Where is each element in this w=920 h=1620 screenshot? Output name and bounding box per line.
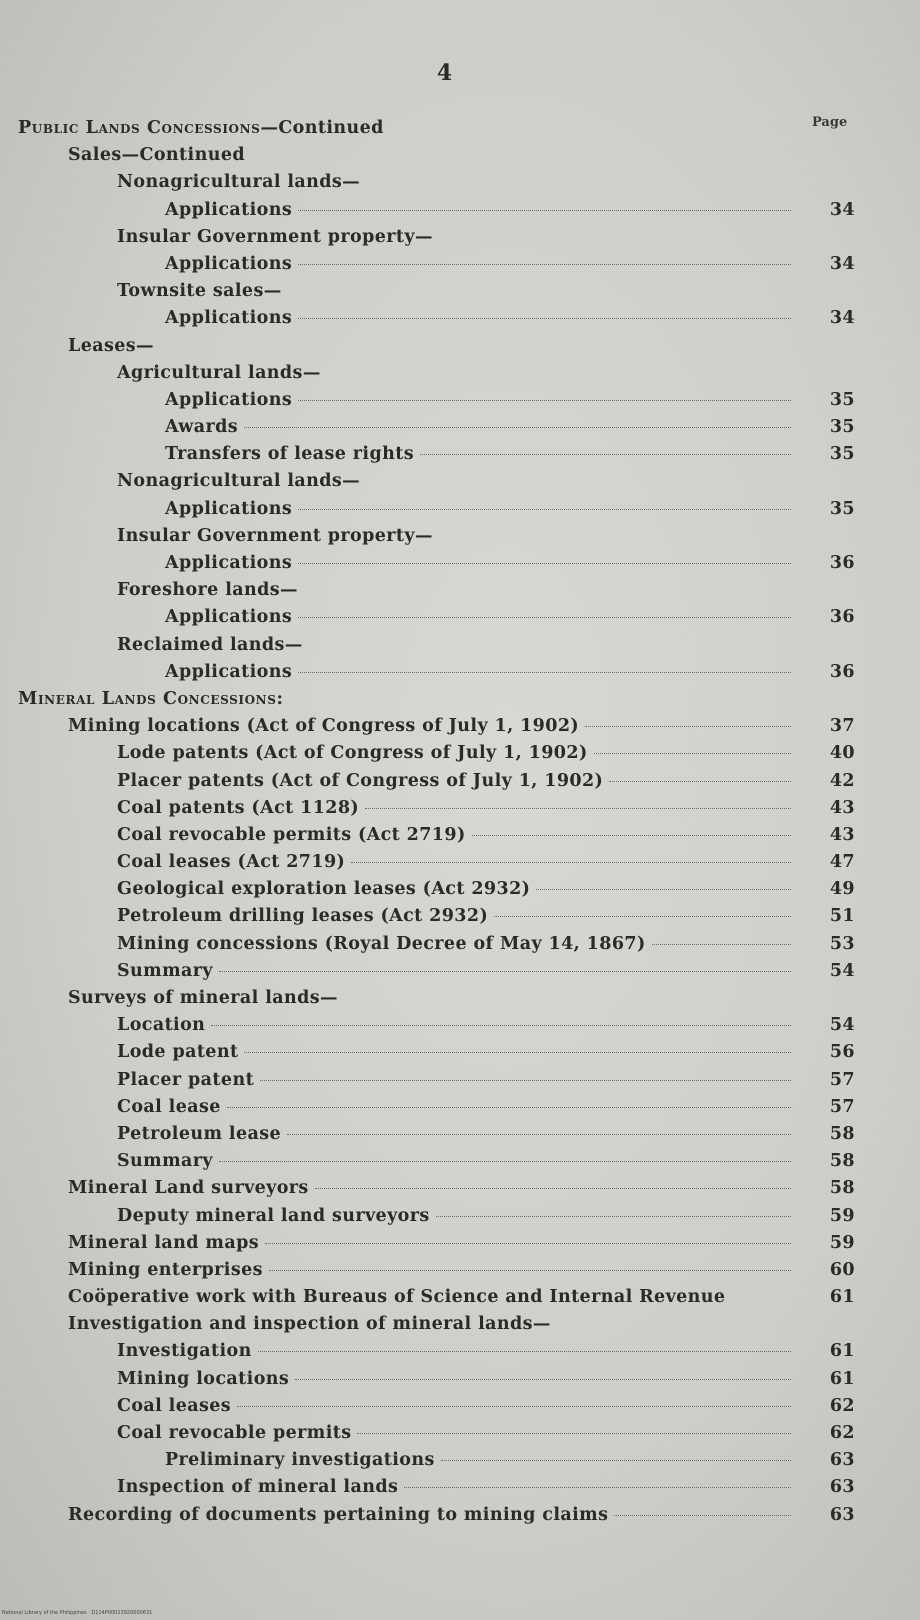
- toc-entry-text: Mining locations (Act of Congress of July 1, 1902): [68, 716, 580, 737]
- toc-page-number: 35: [829, 498, 855, 519]
- toc-entry-text: Mineral Lands Concessions:: [18, 688, 284, 709]
- toc-page-number: 51: [829, 906, 855, 927]
- toc-entry-title: [0, 822, 795, 849]
- toc-entry-title: [0, 632, 795, 659]
- toc-entry: [0, 876, 920, 903]
- toc-entry-text: Surveys of mineral lands—: [68, 988, 338, 1008]
- dot-leader: [420, 454, 791, 455]
- toc-entry-text: Coal revocable permits (Act 2719): [117, 824, 466, 845]
- toc-entry: [0, 740, 920, 767]
- toc-entry-title: [0, 496, 795, 523]
- toc-entry-text: Applications: [165, 308, 293, 329]
- toc-entry: [0, 197, 920, 224]
- toc-entry-text: Insular Government property—: [117, 226, 433, 247]
- toc-entry: [0, 768, 920, 795]
- toc-entry-title: [0, 1474, 795, 1501]
- toc-page-number: 42: [829, 770, 855, 791]
- dot-leader: [265, 1243, 791, 1244]
- toc-entry: [0, 142, 920, 169]
- toc-page-number: 59: [829, 1232, 855, 1253]
- toc-page-number: 57: [829, 1069, 855, 1090]
- toc-entry-title: [0, 958, 795, 985]
- toc-page-number: 62: [829, 1423, 855, 1443]
- toc-entry: [0, 1230, 920, 1257]
- toc-page-number: 49: [829, 879, 855, 900]
- toc-entry-text: Applications: [165, 553, 293, 573]
- toc-entry: [0, 441, 920, 468]
- dot-leader: [436, 1216, 791, 1217]
- toc-entry-text: Mineral Land surveyors: [68, 1178, 309, 1199]
- toc-entry: [0, 1474, 920, 1501]
- toc-entry-title: [0, 414, 795, 441]
- toc-entry-title: [0, 197, 795, 224]
- toc-entry-text: Summary: [117, 960, 213, 981]
- toc-entry-text: Petroleum drilling leases (Act 2932): [117, 906, 489, 927]
- toc-entry: [0, 577, 920, 604]
- toc-entry-title: [0, 768, 795, 795]
- toc-entry-title: [0, 1175, 795, 1202]
- toc-entry: [0, 822, 920, 849]
- toc-entry-text: Insular Government property—: [117, 525, 433, 546]
- toc-entry-title: [0, 740, 795, 767]
- toc-entry-text: Applications: [165, 661, 293, 682]
- toc-entry-title: [0, 1230, 795, 1257]
- toc-page-number: 43: [829, 797, 855, 818]
- dot-leader: [472, 835, 791, 836]
- toc-entry: [0, 1175, 920, 1202]
- toc-page-number: 61: [829, 1287, 855, 1308]
- toc-page-number: 63: [829, 1450, 855, 1471]
- toc-page-number: 43: [829, 824, 855, 845]
- toc-entry-title: [0, 387, 795, 414]
- toc-page-number: 40: [829, 743, 855, 764]
- toc-page-number: 54: [829, 960, 855, 981]
- toc-entry-text: Placer patents (Act of Congress of July 1, 1902): [117, 770, 604, 791]
- toc-entry-title: [0, 1039, 795, 1066]
- toc-entry-title: [0, 577, 795, 604]
- toc-entry: [0, 1338, 920, 1365]
- toc-entry: [0, 1502, 920, 1529]
- toc-entry: [0, 1284, 920, 1311]
- toc-entry: [0, 1447, 920, 1474]
- toc-entry: [0, 1067, 920, 1094]
- toc-entry-text: Nonagricultural lands—: [117, 471, 361, 492]
- toc-entry-text: Investigation: [117, 1341, 252, 1362]
- toc-entry-title: [0, 1502, 795, 1529]
- toc-entry: [0, 1393, 920, 1420]
- toc-entry-text: Lode patents (Act of Congress of July 1, 1902): [117, 743, 588, 764]
- toc-entry: [0, 1039, 920, 1066]
- toc-entry-title: [0, 1393, 795, 1420]
- toc-entry-text: Deputy mineral land surveyors: [117, 1205, 430, 1226]
- dot-leader: [614, 1515, 791, 1516]
- toc-entry-title: [0, 278, 795, 305]
- toc-entry-title: [0, 251, 795, 278]
- toc-entry-text: Applications: [165, 389, 293, 410]
- toc-entry-title: [0, 305, 795, 332]
- toc-entry-title: [0, 604, 795, 631]
- toc-page-number: 63: [829, 1477, 855, 1498]
- dot-leader: [652, 944, 791, 945]
- toc-entry-text: Awards: [165, 417, 238, 438]
- toc-entry-title: [0, 903, 795, 930]
- toc-entry-title: [0, 1012, 795, 1039]
- dot-leader: [494, 916, 791, 917]
- toc-entry-text: Leases—: [68, 335, 154, 356]
- dot-leader: [298, 210, 791, 211]
- toc-entry-text: Reclaimed lands—: [117, 634, 303, 655]
- dot-leader: [219, 971, 791, 972]
- toc-entry-title: [0, 333, 795, 360]
- toc-entry: [0, 1311, 920, 1338]
- footer-watermark: National Library of the Philippines · D114P00013920000631: [2, 1610, 153, 1616]
- toc-page-number: 61: [829, 1368, 855, 1389]
- toc-entry-title: [0, 468, 795, 495]
- toc-entry-text: Coöperative work with Bureaus of Science and Internal Revenue: [68, 1287, 726, 1308]
- toc-entry-title: [0, 849, 795, 876]
- toc-entry-text: Recording of documents pertaining to mining claims: [68, 1504, 609, 1525]
- toc-entry-title: [0, 985, 795, 1012]
- toc-entry-title: [0, 1094, 795, 1121]
- toc-entry-text: Foreshore lands—: [117, 580, 298, 601]
- toc-entry-title: [0, 550, 795, 577]
- toc-entry: [0, 251, 920, 278]
- toc-entry: [0, 604, 920, 631]
- toc-entry-text: Coal leases: [117, 1395, 232, 1416]
- dot-leader: [585, 726, 791, 727]
- page-column-header: Page: [812, 115, 848, 130]
- toc-page-number: 36: [829, 553, 855, 573]
- toc-entry-text: Location: [117, 1015, 206, 1036]
- toc-entry: [0, 414, 920, 441]
- toc-entry: [0, 305, 920, 332]
- toc-entry-text: Placer patent: [117, 1069, 255, 1090]
- dot-leader: [219, 1161, 791, 1162]
- toc-entry: [0, 1420, 920, 1447]
- toc-entry-text: Transfers of lease rights: [165, 444, 414, 465]
- toc-entry: [0, 360, 920, 387]
- dot-leader: [244, 427, 791, 428]
- toc-entry-text: Mining concessions (Royal Decree of May 14, 1867): [117, 933, 646, 954]
- toc-entry: [0, 550, 920, 577]
- dot-leader: [298, 318, 791, 319]
- toc-entry-title: [0, 876, 795, 903]
- dot-leader: [298, 264, 791, 265]
- toc-entry-text: Applications: [165, 253, 293, 274]
- toc-entry-title: [0, 224, 795, 251]
- toc-page-number: 35: [829, 444, 855, 465]
- toc-page-number: 35: [829, 389, 855, 410]
- toc-entry-text: Agricultural lands—: [117, 362, 321, 383]
- toc-page-number: 36: [829, 661, 855, 682]
- toc-entry-title: [0, 1338, 795, 1365]
- toc-entry: [0, 686, 920, 713]
- toc-entry-text: Townsite sales—: [117, 281, 282, 302]
- dot-leader: [227, 1107, 791, 1108]
- toc-entry-text: Geological exploration leases (Act 2932): [117, 879, 531, 900]
- toc-entry-title: [0, 115, 795, 142]
- toc-entry-title: [0, 713, 795, 740]
- toc-entry: [0, 985, 920, 1012]
- toc-page-number: 62: [829, 1395, 855, 1416]
- toc-entry-title: [0, 1067, 795, 1094]
- toc-entry-title: [0, 441, 795, 468]
- dot-leader: [351, 862, 791, 863]
- toc-entry-suffix: —Continued: [260, 118, 384, 138]
- toc-entry-text: Mining locations: [117, 1368, 290, 1389]
- toc-entry: [0, 115, 920, 142]
- toc-entry: [0, 632, 920, 659]
- dot-leader: [287, 1134, 791, 1135]
- toc-entry: [0, 523, 920, 550]
- toc-entry-text: Summary: [117, 1151, 213, 1172]
- toc-entry: [0, 1012, 920, 1039]
- dot-leader: [269, 1270, 791, 1271]
- toc-page-number: 58: [829, 1151, 855, 1172]
- toc-page-number: 34: [829, 253, 855, 274]
- toc-page-number: 54: [829, 1015, 855, 1036]
- toc-entry-text: Preliminary investigations: [165, 1450, 435, 1471]
- toc-entry-title: [0, 659, 795, 686]
- toc-entry: [0, 849, 920, 876]
- toc-entry-title: [0, 795, 795, 822]
- toc-entry-title: [0, 1203, 795, 1230]
- toc-page-number: 63: [829, 1504, 855, 1525]
- toc-page-number: 60: [829, 1259, 855, 1280]
- dot-leader: [295, 1379, 791, 1380]
- toc-page-number: 58: [829, 1178, 855, 1199]
- toc-entry-title: [0, 169, 795, 196]
- toc-page-number: 36: [829, 607, 855, 628]
- toc-entry-title: [0, 1366, 795, 1393]
- toc-page-number: 61: [829, 1341, 855, 1362]
- toc-entry-title: [0, 1420, 795, 1447]
- toc-entry-text: Applications: [165, 199, 293, 220]
- toc-page-number: 59: [829, 1205, 855, 1226]
- toc-entry-text: Inspection of mineral lands: [117, 1477, 399, 1498]
- toc-entry-text: Mineral land maps: [68, 1232, 259, 1253]
- toc-entry: [0, 496, 920, 523]
- toc-page-number: 57: [829, 1096, 855, 1117]
- dot-leader: [237, 1406, 791, 1407]
- toc-entry-title: [0, 1257, 795, 1284]
- dot-leader: [298, 672, 791, 673]
- toc-page-number: 47: [829, 852, 855, 873]
- toc-entry-text: Sales—Continued: [68, 145, 245, 166]
- toc-entry: [0, 333, 920, 360]
- toc-entry: [0, 278, 920, 305]
- toc-entry-title: [0, 1311, 795, 1338]
- toc-entry-text: Mining enterprises: [68, 1259, 263, 1280]
- dot-leader: [298, 400, 791, 401]
- toc-entry-text: Applications: [165, 498, 293, 519]
- toc-entry: [0, 903, 920, 930]
- toc-entry-title: [0, 1121, 795, 1148]
- dot-leader: [298, 563, 791, 564]
- toc-entry-text: Coal patents (Act 1128): [117, 797, 360, 818]
- toc-entry-text: Coal lease: [117, 1096, 221, 1117]
- dot-leader: [211, 1025, 791, 1026]
- toc-entry: [0, 958, 920, 985]
- toc-entry-title: [0, 1447, 795, 1474]
- toc-entry-title: [0, 1284, 795, 1311]
- toc-entry: [0, 387, 920, 414]
- dot-leader: [357, 1433, 791, 1434]
- dot-leader: [315, 1188, 791, 1189]
- toc-page-number: 34: [829, 308, 855, 329]
- page-number: 4: [436, 60, 454, 86]
- toc-entry-title: [0, 360, 795, 387]
- toc-page-number: 37: [829, 716, 855, 737]
- toc-entry-text: Coal leases (Act 2719): [117, 852, 346, 873]
- dot-leader: [594, 753, 791, 754]
- toc-page-number: 35: [829, 417, 855, 438]
- toc-entry: [0, 931, 920, 958]
- toc-entry-text: Petroleum lease: [117, 1123, 282, 1144]
- dot-leader: [609, 781, 791, 782]
- dot-leader: [298, 617, 791, 618]
- toc-entry: [0, 169, 920, 196]
- toc-entry-text: Investigation and inspection of mineral lands—: [68, 1314, 551, 1335]
- dot-leader: [536, 889, 791, 890]
- dot-leader: [244, 1052, 791, 1053]
- toc-page-number: 56: [829, 1042, 855, 1063]
- toc-page-number: 53: [829, 933, 855, 954]
- dot-leader: [365, 808, 791, 809]
- toc-page-number: 34: [829, 199, 855, 220]
- toc-entry: [0, 1148, 920, 1175]
- toc-entry-text: Public Lands Concessions: [18, 118, 261, 138]
- dot-leader: [298, 509, 791, 510]
- toc-entry-title: [0, 523, 795, 550]
- toc-entry-title: [0, 931, 795, 958]
- toc-entry-text: Applications: [165, 607, 293, 628]
- toc-entry: [0, 795, 920, 822]
- toc-entry: [0, 1121, 920, 1148]
- table-of-contents: [0, 115, 920, 1529]
- toc-entry: [0, 1257, 920, 1284]
- toc-entry: [0, 659, 920, 686]
- toc-entry: [0, 1094, 920, 1121]
- dot-leader: [258, 1351, 791, 1352]
- toc-entry: [0, 1366, 920, 1393]
- dot-leader: [404, 1487, 791, 1488]
- toc-entry: [0, 468, 920, 495]
- toc-entry-title: [0, 686, 795, 713]
- toc-entry: [0, 224, 920, 251]
- dot-leader: [441, 1460, 791, 1461]
- toc-entry-text: Nonagricultural lands—: [117, 172, 361, 193]
- toc-entry: [0, 713, 920, 740]
- toc-entry-title: [0, 142, 795, 169]
- toc-entry: [0, 1203, 920, 1230]
- toc-entry-title: [0, 1148, 795, 1175]
- dot-leader: [260, 1080, 791, 1081]
- toc-entry-text: Coal revocable permits: [117, 1423, 352, 1443]
- toc-entry-text: Lode patent: [117, 1042, 239, 1063]
- toc-page-number: 58: [829, 1123, 855, 1144]
